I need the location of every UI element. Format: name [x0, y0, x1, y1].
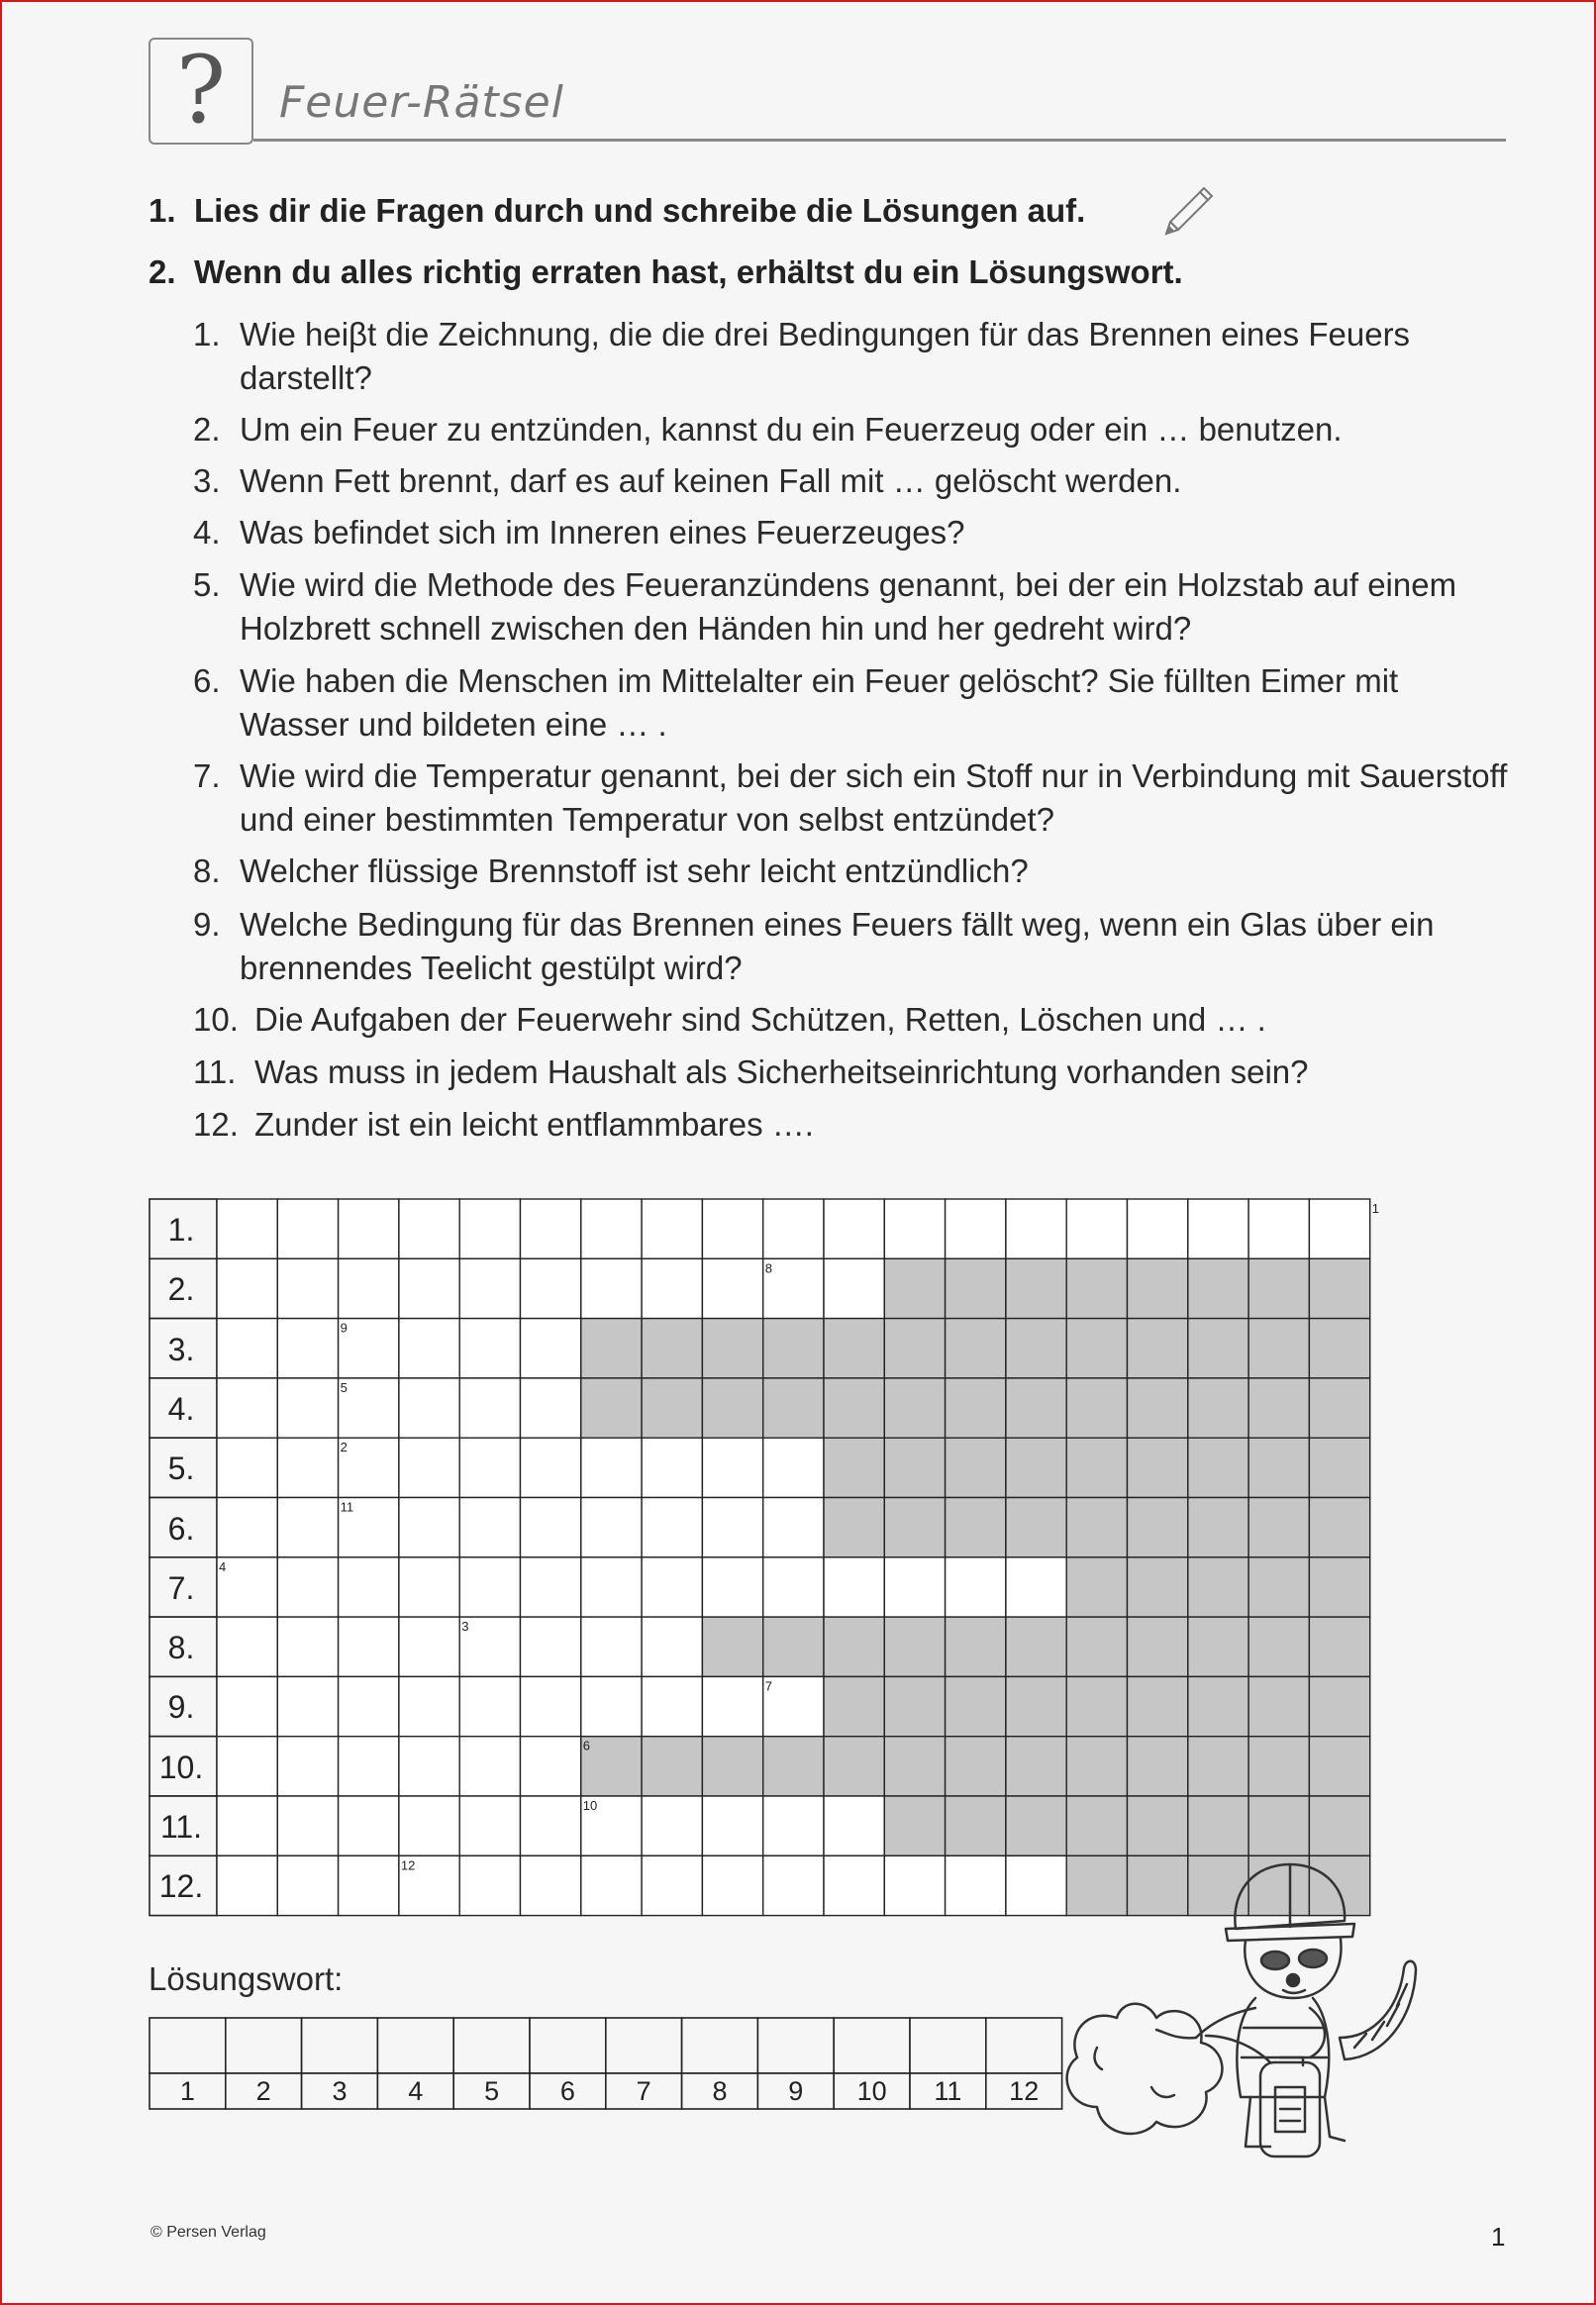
- solution-number: 1: [179, 2076, 195, 2106]
- crossword-cell[interactable]: [459, 1855, 520, 1915]
- crossword-cell[interactable]: [1066, 1199, 1127, 1258]
- crossword-cell[interactable]: [459, 1737, 520, 1796]
- crossword-row-label: 6.: [167, 1510, 195, 1547]
- solution-letter-marker: 4: [219, 1558, 227, 1574]
- crossword-cell[interactable]: [399, 1617, 459, 1676]
- crossword-cell-blocked: [1128, 1258, 1188, 1318]
- crossword-cell-blocked: [1066, 1438, 1127, 1497]
- question-2: 2. Um ein Feuer zu entzünden, kannst du ein Feuerzeug oder ein … benutzen.: [193, 411, 1343, 448]
- crossword-cell-blocked: [763, 1737, 824, 1796]
- solution-number: 6: [559, 2076, 575, 2106]
- task-1: 1. Lies dir die Fragen durch und schreibe die Lösungen auf.: [149, 192, 1086, 229]
- crossword-cell[interactable]: [459, 1438, 520, 1497]
- question-1: 1. Wie heiβt die Zeichnung, die die drei Bedingungen für das Brennen eines Feuers darstellt?: [193, 316, 1411, 396]
- crossword-cell-blocked: [642, 1737, 702, 1796]
- crossword-cell-blocked: [1248, 1258, 1309, 1318]
- crossword-cell[interactable]: [217, 1855, 277, 1915]
- crossword-cell[interactable]: [702, 1438, 762, 1497]
- crossword-cell-blocked: [884, 1498, 945, 1557]
- crossword-cell[interactable]: [884, 1199, 945, 1258]
- crossword-row-label: 8.: [167, 1630, 195, 1666]
- crossword-cell[interactable]: [763, 1498, 824, 1557]
- crossword-cell-blocked: [1128, 1319, 1188, 1378]
- solution-number: 11: [934, 2076, 962, 2106]
- solution-letter-box[interactable]: [606, 2018, 682, 2073]
- crossword-cell-blocked: [1188, 1258, 1248, 1318]
- crossword-cell[interactable]: [946, 1855, 1006, 1915]
- crossword-cell[interactable]: [399, 1498, 459, 1557]
- crossword-cell[interactable]: [581, 1676, 642, 1736]
- solution-letter-marker: 7: [764, 1678, 772, 1694]
- crossword-cell-blocked: [1066, 1557, 1127, 1617]
- crossword-cell-blocked: [1066, 1498, 1127, 1557]
- crossword-cell-blocked: [1188, 1378, 1248, 1438]
- crossword-row-label: 9.: [167, 1689, 195, 1726]
- question-8: 8. Welcher flüssige Brennstoff ist sehr leicht entzündlich?: [193, 852, 1029, 889]
- crossword-cell[interactable]: [339, 1199, 399, 1258]
- crossword-row-label: 1.: [167, 1212, 195, 1248]
- crossword-cell[interactable]: [521, 1258, 581, 1318]
- solution-number: 8: [712, 2076, 728, 2106]
- crossword-cell-blocked: [1128, 1557, 1188, 1617]
- crossword-cell-blocked: [946, 1438, 1006, 1497]
- crossword-cell-blocked: [1248, 1438, 1309, 1497]
- solution-number: 10: [856, 2076, 887, 2106]
- page-number: 1: [1491, 2222, 1506, 2252]
- crossword-cell[interactable]: [217, 1199, 277, 1258]
- crossword-cell-blocked: [1006, 1378, 1066, 1438]
- crossword-cell[interactable]: [521, 1855, 581, 1915]
- crossword-cell-blocked: [763, 1378, 824, 1438]
- question-4: 4. Was befindet sich im Inneren eines Feuerzeuges?: [193, 514, 965, 551]
- crossword-cell-blocked: [642, 1319, 702, 1378]
- crossword-cell[interactable]: [399, 1737, 459, 1796]
- crossword-cell-blocked: [1006, 1676, 1066, 1736]
- crossword-cell-blocked: [702, 1617, 762, 1676]
- crossword-cell-blocked: [1309, 1557, 1369, 1617]
- crossword-cell[interactable]: [459, 1199, 520, 1258]
- solution-number: 5: [484, 2076, 500, 2106]
- crossword-cell-blocked: [824, 1438, 884, 1497]
- solution-letter-box[interactable]: [226, 2018, 302, 2073]
- crossword-cell[interactable]: [399, 1676, 459, 1736]
- crossword-cell[interactable]: [884, 1855, 945, 1915]
- crossword-cell[interactable]: [642, 1617, 702, 1676]
- crossword-cell[interactable]: [459, 1378, 520, 1438]
- solution-number: 2: [255, 2076, 271, 2106]
- crossword-cell[interactable]: [642, 1199, 702, 1258]
- crossword-cell-blocked: [1188, 1737, 1248, 1796]
- crossword-cell[interactable]: [581, 1557, 642, 1617]
- solution-letter-marker: 8: [764, 1260, 772, 1276]
- crossword-cell[interactable]: [581, 1617, 642, 1676]
- crossword-cell-blocked: [1309, 1676, 1369, 1736]
- crossword-cell[interactable]: [217, 1498, 277, 1557]
- crossword-cell-blocked: [946, 1737, 1006, 1796]
- crossword-cell-blocked: [1066, 1737, 1127, 1796]
- crossword-cell[interactable]: [339, 1676, 399, 1736]
- crossword-cell[interactable]: [339, 1855, 399, 1915]
- crossword-cell-blocked: [884, 1378, 945, 1438]
- solution-number: 12: [1009, 2076, 1040, 2106]
- crossword-cell[interactable]: [277, 1378, 338, 1438]
- crossword-cell-blocked: [763, 1617, 824, 1676]
- solution-number: 4: [408, 2076, 424, 2106]
- crossword-cell-blocked: [1188, 1676, 1248, 1736]
- solution-letter-marker: 12: [400, 1857, 416, 1873]
- crossword-cell[interactable]: [217, 1796, 277, 1855]
- crossword-cell[interactable]: [581, 1258, 642, 1318]
- crossword-cell-blocked: [1248, 1617, 1309, 1676]
- crossword-cell[interactable]: [702, 1258, 762, 1318]
- crossword-cell[interactable]: [217, 1737, 277, 1796]
- crossword-cell-blocked: [946, 1498, 1006, 1557]
- question-7: 7. Wie wird die Temperatur genannt, bei der sich ein Stoff nur in Verbindung mit Sauerstoff und einer bestimmten Temperatur von selbst entzündet?: [193, 757, 1508, 838]
- crossword-cell-blocked: [946, 1319, 1006, 1378]
- solution-letter-marker: 9: [340, 1320, 348, 1336]
- crossword-cell[interactable]: [521, 1378, 581, 1438]
- crossword-cell-blocked: [1309, 1737, 1369, 1796]
- crossword-cell-blocked: [1248, 1737, 1309, 1796]
- crossword-cell[interactable]: [277, 1796, 338, 1855]
- crossword-cell-blocked: [1309, 1438, 1369, 1497]
- crossword-cell[interactable]: [946, 1557, 1006, 1617]
- crossword-row-label: 4.: [167, 1390, 195, 1427]
- solution-letter-marker: 10: [582, 1798, 598, 1813]
- crossword-cell[interactable]: [459, 1258, 520, 1318]
- crossword-cell-blocked: [946, 1676, 1006, 1736]
- crossword-cell[interactable]: [339, 1617, 399, 1676]
- crossword-cell[interactable]: [946, 1199, 1006, 1258]
- crossword-cell-blocked: [824, 1617, 884, 1676]
- crossword-cell-blocked: [1128, 1676, 1188, 1736]
- solution-letter-box[interactable]: [453, 2018, 530, 2073]
- crossword-cell[interactable]: [702, 1676, 762, 1736]
- crossword-cell[interactable]: [1128, 1199, 1188, 1258]
- crossword-cell[interactable]: [1188, 1199, 1248, 1258]
- crossword-cell-blocked: [1066, 1378, 1127, 1438]
- solution-grid: [149, 2017, 1063, 2112]
- crossword-cell[interactable]: [702, 1199, 762, 1258]
- crossword-cell[interactable]: [277, 1855, 338, 1915]
- question-12: 12. Zunder ist ein leicht entflammbares ….: [193, 1106, 814, 1143]
- crossword-cell[interactable]: [702, 1498, 762, 1557]
- crossword-cell[interactable]: [521, 1199, 581, 1258]
- crossword-cell[interactable]: [399, 1258, 459, 1318]
- crossword-cell[interactable]: [763, 1796, 824, 1855]
- crossword-cell-blocked: [1188, 1319, 1248, 1378]
- crossword-cell-blocked: [702, 1319, 762, 1378]
- crossword-cell-blocked: [1188, 1498, 1248, 1557]
- crossword-cell-blocked: [884, 1737, 945, 1796]
- crossword-row-label: 5.: [167, 1451, 195, 1487]
- crossword-cell-blocked: [1066, 1319, 1127, 1378]
- crossword-cell[interactable]: [399, 1796, 459, 1855]
- crossword-row-label: 11.: [159, 1809, 203, 1845]
- crossword-cell-blocked: [581, 1319, 642, 1378]
- solution-letter-marker: 5: [340, 1379, 348, 1395]
- crossword-cell-blocked: [642, 1378, 702, 1438]
- crossword-cell-blocked: [1006, 1498, 1066, 1557]
- task-2: 2. Wenn du alles richtig erraten hast, erhältst du ein Lösungswort.: [149, 253, 1183, 290]
- crossword-cell-blocked: [702, 1378, 762, 1438]
- crossword-cell-blocked: [581, 1378, 642, 1438]
- crossword-row-label: 12.: [158, 1868, 204, 1905]
- crossword-cell[interactable]: [521, 1737, 581, 1796]
- question-9: 9. Welche Bedingung für das Brennen eines Feuers fällt weg, wenn ein Glas über ein brennendes Teelicht gestülpt wird?: [193, 906, 1435, 986]
- solution-letter-box[interactable]: [757, 2018, 834, 2073]
- crossword-cell[interactable]: [824, 1258, 884, 1318]
- crossword-cell-blocked: [824, 1378, 884, 1438]
- crossword-cell[interactable]: [581, 1855, 642, 1915]
- crossword-cell-blocked: [1188, 1438, 1248, 1497]
- question-6: 6. Wie haben die Menschen im Mittelalter ein Feuer gelöscht? Sie füllten Eimer mit Wasser und bildeten eine … .: [193, 662, 1399, 743]
- crossword-cell-blocked: [1248, 1319, 1309, 1378]
- crossword-cell[interactable]: [217, 1378, 277, 1438]
- crossword-cell-blocked: [1248, 1676, 1309, 1736]
- crossword-cell[interactable]: [763, 1557, 824, 1617]
- crossword-cell-blocked: [946, 1617, 1006, 1676]
- solution-letter-marker: 6: [582, 1738, 591, 1754]
- crossword-cell[interactable]: [217, 1319, 277, 1378]
- crossword-cell[interactable]: [581, 1199, 642, 1258]
- crossword-cell[interactable]: [824, 1796, 884, 1855]
- crossword-cell[interactable]: [642, 1676, 702, 1736]
- crossword-row-label: 10.: [158, 1749, 204, 1785]
- crossword-cell-blocked: [946, 1796, 1006, 1855]
- copyright-note: © Persen Verlag: [150, 2224, 266, 2241]
- crossword-cell-blocked: [1006, 1617, 1066, 1676]
- crossword-cell-blocked: [1006, 1319, 1066, 1378]
- crossword-cell[interactable]: [459, 1557, 520, 1617]
- crossword-cell[interactable]: [581, 1438, 642, 1497]
- crossword-cell-blocked: [824, 1676, 884, 1736]
- question-5: 5. Wie wird die Methode des Feueranzündens genannt, bei der ein Holzstab auf einem Holzbrett schnell zwischen den Händen hin und her gedreht wird?: [193, 566, 1457, 647]
- crossword-cell[interactable]: [277, 1258, 338, 1318]
- crossword-cell[interactable]: [399, 1199, 459, 1258]
- crossword-cell[interactable]: [399, 1319, 459, 1378]
- crossword-cell-blocked: [946, 1378, 1006, 1438]
- crossword-cell[interactable]: [459, 1498, 520, 1557]
- crossword-cell[interactable]: [277, 1617, 338, 1676]
- crossword-cell-blocked: [884, 1617, 945, 1676]
- crossword-cell-blocked: [1128, 1737, 1188, 1796]
- crossword-cell[interactable]: [521, 1319, 581, 1378]
- crossword-cell-blocked: [1128, 1498, 1188, 1557]
- solution-number: 3: [332, 2076, 348, 2106]
- crossword-cell[interactable]: [399, 1557, 459, 1617]
- crossword-cell[interactable]: [521, 1438, 581, 1497]
- crossword-cell-blocked: [1066, 1676, 1127, 1736]
- title-underline: [253, 139, 1506, 142]
- crossword-cell-blocked: [884, 1258, 945, 1318]
- crossword-cell[interactable]: [702, 1855, 762, 1915]
- solution-letter-box[interactable]: [910, 2018, 986, 2073]
- crossword-cell-blocked: [1248, 1557, 1309, 1617]
- crossword-cell-blocked: [824, 1498, 884, 1557]
- crossword-row-label: 3.: [167, 1331, 195, 1367]
- crossword-cell-blocked: [1006, 1438, 1066, 1497]
- crossword-cell[interactable]: [642, 1438, 702, 1497]
- worksheet-title: Feuer-Rätsel: [279, 77, 564, 128]
- question-3: 3. Wenn Fett brennt, darf es auf keinen Fall mit … gelöscht werden.: [193, 462, 1182, 499]
- crossword-cell-blocked: [1309, 1498, 1369, 1557]
- crossword-cell[interactable]: [642, 1796, 702, 1855]
- crossword-cell[interactable]: [824, 1557, 884, 1617]
- crossword-cell[interactable]: [339, 1557, 399, 1617]
- crossword-cell[interactable]: [277, 1676, 338, 1736]
- solution-letter-box[interactable]: [530, 2018, 606, 2073]
- solution-letter-box[interactable]: [302, 2018, 378, 2073]
- crossword-cell[interactable]: [763, 1855, 824, 1915]
- crossword-cell[interactable]: [399, 1378, 459, 1438]
- crossword-cell-blocked: [884, 1676, 945, 1736]
- crossword-cell-blocked: [1248, 1378, 1309, 1438]
- crossword-cell[interactable]: [1248, 1199, 1309, 1258]
- crossword-cell-blocked: [1128, 1438, 1188, 1497]
- solution-letter-marker: 11: [340, 1499, 354, 1515]
- crossword-cell[interactable]: [217, 1438, 277, 1497]
- crossword-cell[interactable]: [339, 1796, 399, 1855]
- crossword-cell-blocked: [1188, 1557, 1248, 1617]
- solution-letter-box[interactable]: [150, 2018, 226, 2073]
- crossword-cell[interactable]: [277, 1498, 338, 1557]
- crossword-cell[interactable]: [339, 1258, 399, 1318]
- crossword-cell[interactable]: [217, 1258, 277, 1318]
- question-mark-icon: ?: [149, 38, 253, 145]
- crossword-cell[interactable]: [521, 1557, 581, 1617]
- crossword-cell[interactable]: [1006, 1557, 1066, 1617]
- crossword-cell-blocked: [1006, 1737, 1066, 1796]
- solution-letter-marker: 2: [340, 1440, 348, 1455]
- crossword-cell-blocked: [1309, 1258, 1369, 1318]
- crossword-cell[interactable]: [399, 1438, 459, 1497]
- crossword-cell[interactable]: [217, 1617, 277, 1676]
- crossword-cell-blocked: [1309, 1319, 1369, 1378]
- crossword-cell[interactable]: [1309, 1199, 1369, 1258]
- crossword-cell[interactable]: [763, 1438, 824, 1497]
- crossword-cell[interactable]: [1006, 1199, 1066, 1258]
- crossword-cell[interactable]: [824, 1855, 884, 1915]
- pencil-icon: [1160, 182, 1218, 240]
- crossword-cell-blocked: [824, 1737, 884, 1796]
- crossword-row-label: 2.: [167, 1271, 195, 1308]
- solution-letter-box[interactable]: [834, 2018, 910, 2073]
- crossword-cell[interactable]: [824, 1199, 884, 1258]
- crossword-cell-blocked: [1309, 1617, 1369, 1676]
- solution-letter-box[interactable]: [682, 2018, 758, 2073]
- crossword-cell-blocked: [1128, 1378, 1188, 1438]
- crossword-cell-blocked: [1248, 1498, 1309, 1557]
- question-10: 10. Die Aufgaben der Feuerwehr sind Schützen, Retten, Löschen und … .: [193, 1001, 1266, 1038]
- crossword-cell-blocked: [1309, 1378, 1369, 1438]
- crossword-cell[interactable]: [642, 1498, 702, 1557]
- crossword-cell[interactable]: [277, 1199, 338, 1258]
- firefighter-raccoon-illustration: [1057, 1810, 1453, 2166]
- crossword-cell[interactable]: [339, 1737, 399, 1796]
- crossword-cell[interactable]: [702, 1557, 762, 1617]
- solution-letter-marker: 3: [461, 1619, 469, 1635]
- crossword-cell-blocked: [1128, 1617, 1188, 1676]
- crossword-cell[interactable]: [521, 1617, 581, 1676]
- crossword-cell[interactable]: [277, 1737, 338, 1796]
- crossword-cell[interactable]: [642, 1557, 702, 1617]
- solution-number: 9: [788, 2076, 804, 2106]
- solution-number: 7: [636, 2076, 651, 2106]
- crossword-cell[interactable]: [763, 1199, 824, 1258]
- crossword-cell[interactable]: [521, 1796, 581, 1855]
- crossword-cell-blocked: [702, 1737, 762, 1796]
- crossword-cell-blocked: [1188, 1617, 1248, 1676]
- crossword-cell-blocked: [884, 1319, 945, 1378]
- crossword-cell[interactable]: [459, 1676, 520, 1736]
- solution-letter-box[interactable]: [986, 2018, 1062, 2073]
- solution-letter-marker: 1: [1371, 1201, 1379, 1216]
- crossword-cell[interactable]: [277, 1319, 338, 1378]
- crossword-cell[interactable]: [702, 1796, 762, 1855]
- crossword-cell[interactable]: [884, 1557, 945, 1617]
- crossword-cell[interactable]: [277, 1557, 338, 1617]
- crossword-cell-blocked: [884, 1796, 945, 1855]
- crossword-cell[interactable]: [581, 1498, 642, 1557]
- crossword-row-label: 7.: [167, 1569, 195, 1606]
- crossword-cell[interactable]: [521, 1676, 581, 1736]
- crossword-cell-blocked: [946, 1258, 1006, 1318]
- crossword-cell-blocked: [1066, 1617, 1127, 1676]
- crossword-cell-blocked: [1066, 1258, 1127, 1318]
- crossword-cell-blocked: [824, 1319, 884, 1378]
- solution-label: Lösungswort:: [149, 1960, 344, 1997]
- crossword-cell[interactable]: [217, 1676, 277, 1736]
- crossword-cell[interactable]: [642, 1855, 702, 1915]
- solution-letter-box[interactable]: [377, 2018, 453, 2073]
- crossword-cell-blocked: [1006, 1258, 1066, 1318]
- crossword-cell-blocked: [884, 1438, 945, 1497]
- crossword-cell[interactable]: [459, 1319, 520, 1378]
- crossword-cell[interactable]: [642, 1258, 702, 1318]
- crossword-cell[interactable]: [277, 1438, 338, 1497]
- crossword-cell-blocked: [763, 1319, 824, 1378]
- crossword-cell[interactable]: [521, 1498, 581, 1557]
- question-11: 11. Was muss in jedem Haushalt als Sicherheitseinrichtung vorhanden sein?: [193, 1053, 1309, 1090]
- crossword-cell[interactable]: [459, 1796, 520, 1855]
